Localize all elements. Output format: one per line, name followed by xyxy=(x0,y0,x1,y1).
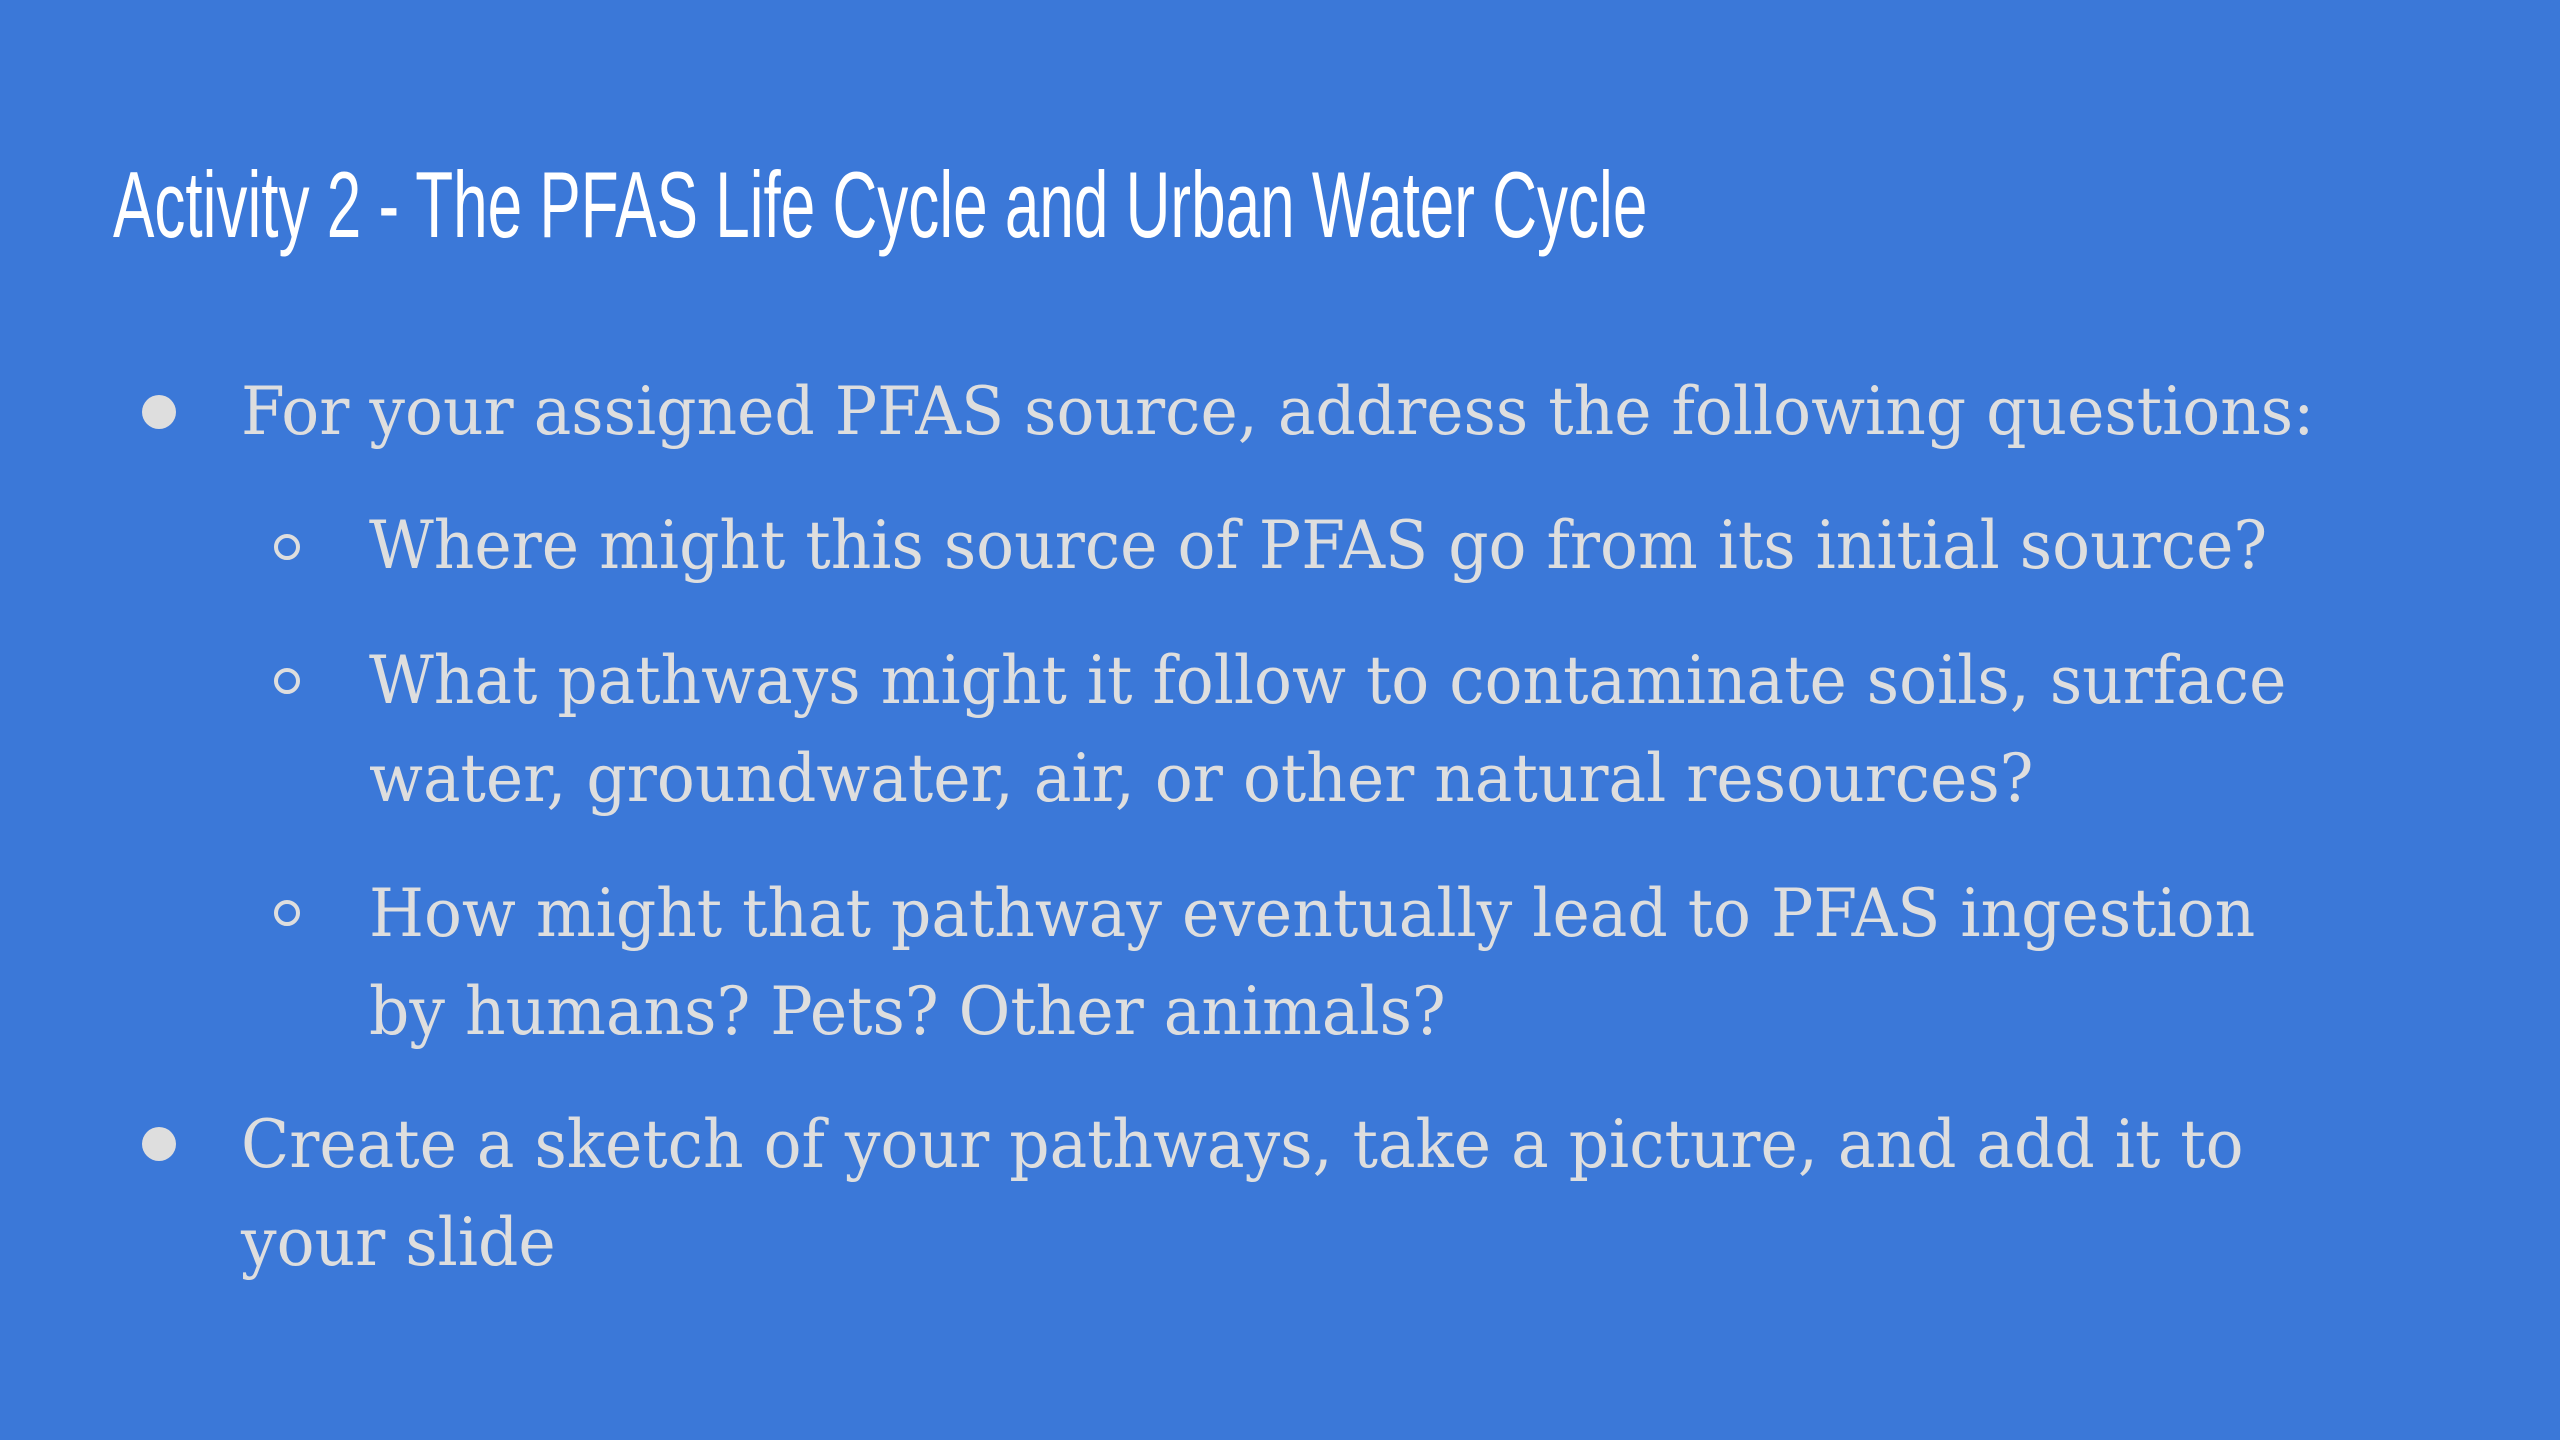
slide-title: Activity 2 - The PFAS Life Cycle and Urban Water Cycle xyxy=(113,152,1648,257)
disc-bullet-icon xyxy=(142,395,176,429)
sub-bullet-2-line-2: water, groundwater, air, or other natural resources? xyxy=(369,740,2034,817)
sub-bullet-2-line-1: What pathways might it follow to contaminate soils, surface xyxy=(369,642,2287,719)
bullet-2-line-1: Create a sketch of your pathways, take a picture, and add it to xyxy=(241,1106,2244,1183)
circle-bullet-icon xyxy=(274,900,300,926)
bullet-2-line-2: your slide xyxy=(241,1204,556,1281)
sub-bullet-3-line-2: by humans? Pets? Other animals? xyxy=(369,973,1446,1050)
bullet-1-line-1: For your assigned PFAS source, address the following questions: xyxy=(241,373,2315,450)
sub-bullet-3-line-1: How might that pathway eventually lead to PFAS ingestion xyxy=(369,875,2256,952)
circle-bullet-icon xyxy=(274,668,300,694)
circle-bullet-icon xyxy=(274,534,300,560)
sub-bullet-1-line-1: Where might this source of PFAS go from its initial source? xyxy=(369,507,2268,584)
disc-bullet-icon xyxy=(142,1127,176,1161)
